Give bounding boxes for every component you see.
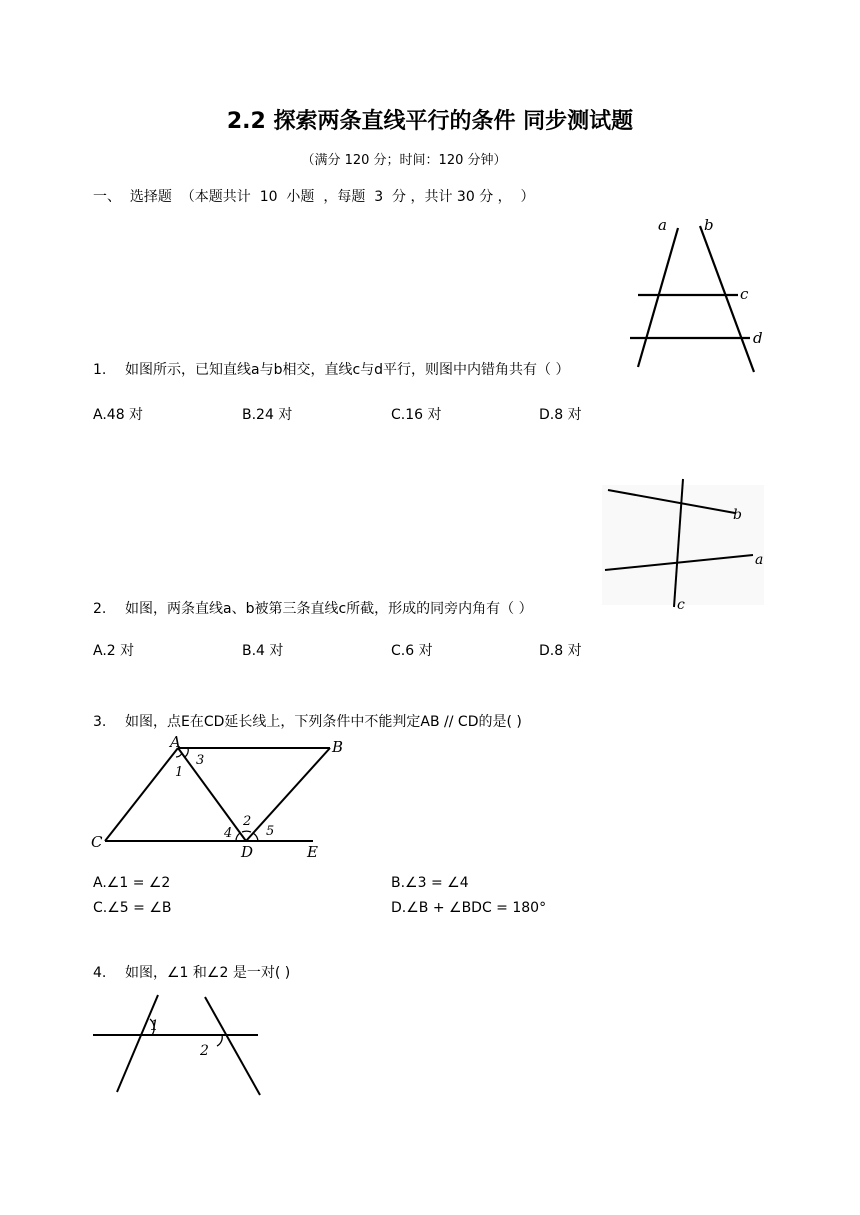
- label-2: 2: [243, 814, 252, 829]
- question-3: [93, 711, 522, 731]
- option-a: A.∠1 = ∠2: [93, 875, 171, 891]
- label-4: 4: [224, 826, 233, 841]
- option-b: B.∠3 = ∠4: [391, 875, 469, 891]
- label-1: 1: [150, 1018, 159, 1034]
- question-text: 如图，点E在CD延长线上，下列条件中不能判定AB // CD的是( ): [125, 714, 522, 730]
- figure-q1: [620, 212, 780, 377]
- segment-ad: [178, 748, 246, 841]
- line-left: [117, 995, 158, 1092]
- section-heading: 一、 选择题 （本题共计 10 小题 ，每题 3 分 ，共计 30 分 ， ）: [93, 189, 535, 205]
- figure-q3: [88, 732, 344, 862]
- option-c: C.6 对: [391, 643, 433, 659]
- label-c: c: [740, 285, 749, 303]
- label-E: E: [307, 843, 318, 861]
- option-d: D.8 对: [539, 407, 582, 423]
- label-b: b: [733, 507, 742, 523]
- label-a: a: [755, 552, 764, 568]
- question-2: [93, 598, 533, 618]
- page-subtitle: （满分 120 分；时间：120 分钟）: [301, 153, 507, 168]
- label-d: d: [753, 329, 763, 347]
- figure-q2: [600, 475, 770, 615]
- question-text: 如图，两条直线a、b被第三条直线c所截，形成的同旁内角有（ ）: [125, 601, 533, 617]
- option-a: A.2 对: [93, 643, 135, 659]
- label-2: 2: [200, 1043, 209, 1059]
- question-4: [93, 962, 290, 982]
- label-D: D: [241, 843, 254, 861]
- question-number: 2.: [93, 601, 107, 617]
- label-b: b: [704, 216, 714, 234]
- label-c: c: [677, 597, 685, 613]
- line-right: [205, 997, 260, 1095]
- label-1: 1: [175, 765, 184, 780]
- option-d: D.∠B + ∠BDC = 180°: [391, 900, 547, 916]
- label-5: 5: [266, 824, 275, 839]
- question-text: 如图所示，已知直线a与b相交，直线c与d平行，则图中内错角共有（ ）: [125, 362, 570, 378]
- question-1: [93, 359, 570, 379]
- segment-bd: [246, 748, 330, 841]
- figure-q4: [90, 992, 265, 1102]
- question-text: 如图，∠1 和∠2 是一对( ): [125, 965, 291, 981]
- question-number: 1.: [93, 362, 107, 378]
- option-a: A.48 对: [93, 407, 144, 423]
- option-b: B.24 对: [242, 407, 293, 423]
- option-d: D.8 对: [539, 643, 582, 659]
- option-c: C.∠5 = ∠B: [93, 900, 172, 916]
- option-b: B.4 对: [242, 643, 284, 659]
- segment-ca: [105, 748, 178, 841]
- label-3: 3: [196, 753, 205, 768]
- question-number: 4.: [93, 965, 107, 981]
- page-title: 2.2 探索两条直线平行的条件 同步测试题: [226, 109, 634, 134]
- label-B: B: [332, 738, 344, 756]
- question-number: 3.: [93, 714, 107, 730]
- option-c: C.16 对: [391, 407, 442, 423]
- line-a: [638, 228, 678, 367]
- label-a: a: [658, 216, 667, 234]
- label-C: C: [91, 833, 103, 851]
- label-A: A: [170, 733, 181, 751]
